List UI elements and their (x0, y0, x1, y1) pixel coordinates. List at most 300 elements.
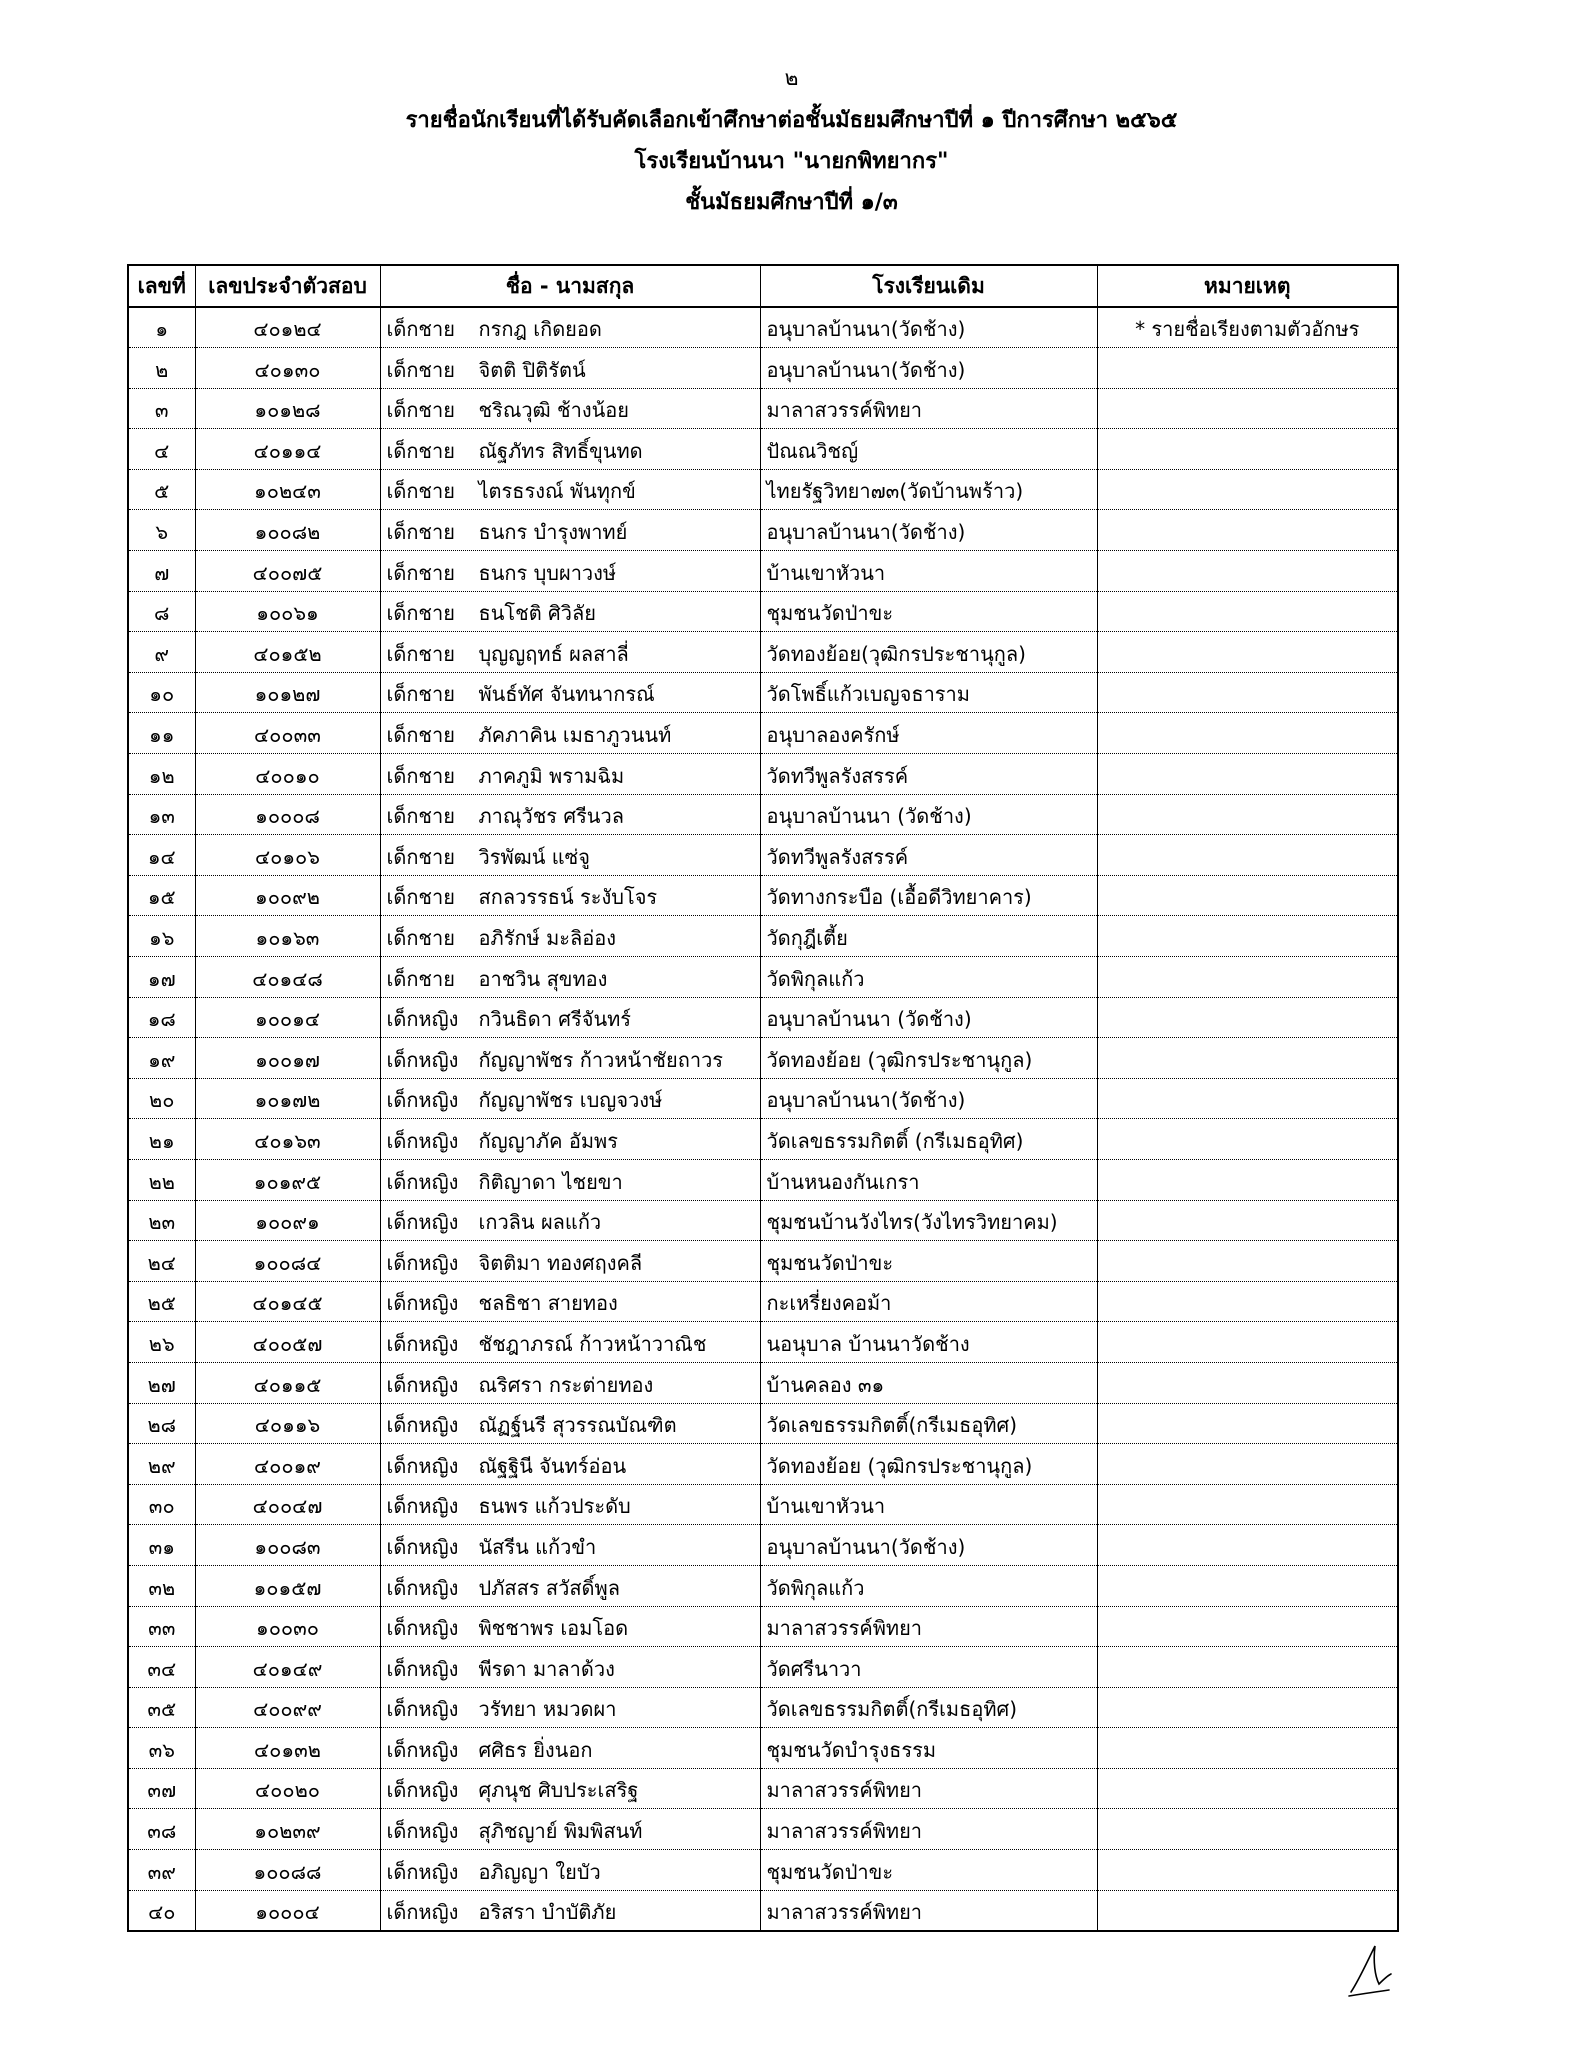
name-prefix: เด็กหญิง (386, 1697, 459, 1722)
student-name-cell (380, 1850, 760, 1891)
row-number: ๘ (128, 591, 195, 632)
student-name-cell (380, 997, 760, 1038)
table-row (128, 1525, 1398, 1566)
student-name: ณริศรา กระต่ายทอง (478, 1372, 654, 1397)
header-name: ชื่อ - นามสกุล (380, 265, 760, 307)
table-row (128, 1890, 1398, 1931)
table-row (128, 1159, 1398, 1200)
row-number: ๒๓ (128, 1200, 195, 1241)
exam-id: ๔๐๑๑๔ (195, 429, 380, 470)
table-row (128, 1565, 1398, 1606)
student-name: ชัชฎาภรณ์ ก้าวหน้าวาณิช (478, 1331, 707, 1356)
previous-school: กะเหรี่ยงคอม้า (760, 1281, 1097, 1322)
table-row (128, 754, 1398, 795)
row-number: ๑๒ (128, 754, 195, 795)
exam-id: ๔๐๐๑๐ (195, 754, 380, 795)
name-prefix: เด็กชาย (386, 357, 455, 382)
remark (1097, 957, 1398, 998)
row-number: ๕ (128, 469, 195, 510)
previous-school: อนุบาลองครักษ์ (760, 713, 1097, 754)
exam-id: ๔๐๐๕๗ (195, 1322, 380, 1363)
exam-id: ๑๐๐๐๘ (195, 794, 380, 835)
student-name-cell (380, 1281, 760, 1322)
student-name: กิติญาดา ไชยขา (478, 1169, 623, 1194)
previous-school: วัดศรีนาวา (760, 1647, 1097, 1688)
table-row (128, 794, 1398, 835)
name-prefix: เด็กหญิง (386, 1737, 459, 1762)
student-name: ศศิธร ยิ่งนอก (478, 1737, 593, 1762)
remark (1097, 1687, 1398, 1728)
name-prefix: เด็กชาย (386, 317, 455, 342)
table-row (128, 1444, 1398, 1485)
exam-id: ๑๐๒๓๙ (195, 1809, 380, 1850)
student-name: กัญญาพัชร ก้าวหน้าชัยถาวร (478, 1047, 724, 1072)
table-row (128, 1768, 1398, 1809)
exam-id: ๑๐๑๕๗ (195, 1565, 380, 1606)
name-prefix: เด็กชาย (386, 844, 455, 869)
student-name: วิรพัฒน์ แซ่จู (478, 844, 590, 869)
previous-school: มาลาสวรรค์พิทยา (760, 1809, 1097, 1850)
remark (1097, 632, 1398, 673)
remark (1097, 713, 1398, 754)
previous-school: วัดเลขธรรมกิตติ์ (กรีเมธอุทิศ) (760, 1119, 1097, 1160)
remark (1097, 591, 1398, 632)
student-name-cell (380, 1444, 760, 1485)
previous-school: อนุบาลบ้านนา(วัดช้าง) (760, 510, 1097, 551)
row-number: ๒๙ (128, 1444, 195, 1485)
exam-id: ๔๐๑๑๖ (195, 1403, 380, 1444)
remark (1097, 1484, 1398, 1525)
name-prefix: เด็กชาย (386, 560, 455, 585)
student-name-cell (380, 1809, 760, 1850)
student-name-cell (380, 794, 760, 835)
table-row (128, 1322, 1398, 1363)
student-name-cell (380, 1403, 760, 1444)
remark (1097, 794, 1398, 835)
remark (1097, 997, 1398, 1038)
previous-school: ไทยรัฐวิทยา๗๓(วัดบ้านพร้าว) (760, 469, 1097, 510)
previous-school: มาลาสวรรค์พิทยา (760, 1890, 1097, 1931)
remark (1097, 1241, 1398, 1282)
header-school: โรงเรียนเดิม (760, 265, 1097, 307)
student-name: กวินธิดา ศรีจันทร์ (478, 1007, 632, 1032)
student-name: ภาคภูมิ พรามฉิม (478, 763, 625, 788)
exam-id: ๔๐๑๔๕ (195, 1281, 380, 1322)
table-row (128, 957, 1398, 998)
row-number: ๑๖ (128, 916, 195, 957)
student-name-cell (380, 591, 760, 632)
remark (1097, 1159, 1398, 1200)
name-prefix: เด็กหญิง (386, 1616, 459, 1641)
previous-school: วัดทวีพูลรังสรรค์ (760, 754, 1097, 795)
table-row (128, 1119, 1398, 1160)
student-name: ธนโชติ ศิวิลัย (478, 601, 596, 626)
name-prefix: เด็กหญิง (386, 1291, 459, 1316)
student-name-cell (380, 551, 760, 592)
remark (1097, 1606, 1398, 1647)
previous-school: มาลาสวรรค์พิทยา (760, 1606, 1097, 1647)
table-row (128, 1687, 1398, 1728)
student-name-cell (380, 875, 760, 916)
student-name-cell (380, 510, 760, 551)
previous-school: วัดทองย้อย (วุฒิกรประชานุกูล) (760, 1444, 1097, 1485)
student-name: อาชวิน สุขทอง (478, 966, 608, 991)
name-prefix: เด็กหญิง (386, 1453, 459, 1478)
row-number: ๓๕ (128, 1687, 195, 1728)
remark (1097, 1525, 1398, 1566)
remark (1097, 469, 1398, 510)
row-number: ๓๓ (128, 1606, 195, 1647)
row-number: ๒ (128, 348, 195, 389)
previous-school: อนุบาลบ้านนา(วัดช้าง) (760, 307, 1097, 348)
exam-id: ๔๐๑๖๓ (195, 1119, 380, 1160)
remark (1097, 1322, 1398, 1363)
previous-school: วัดพิกุลแก้ว (760, 1565, 1097, 1606)
exam-id: ๑๐๐๘๔ (195, 1241, 380, 1282)
row-number: ๓๙ (128, 1850, 195, 1891)
table-row (128, 1484, 1398, 1525)
exam-id: ๑๐๑๒๘ (195, 388, 380, 429)
exam-id: ๔๐๑๑๕ (195, 1362, 380, 1403)
remark (1097, 835, 1398, 876)
student-name: ธนกร บำรุงพาทย์ (478, 520, 628, 545)
table-row (128, 1728, 1398, 1769)
table-row (128, 916, 1398, 957)
previous-school: อนุบาลบ้านนา (วัดช้าง) (760, 794, 1097, 835)
row-number: ๒๖ (128, 1322, 195, 1363)
exam-id: ๔๐๑๐๖ (195, 835, 380, 876)
exam-id: ๑๐๐๐๔ (195, 1890, 380, 1931)
table-header-row (128, 265, 1398, 307)
exam-id: ๑๐๑๙๕ (195, 1159, 380, 1200)
remark (1097, 1850, 1398, 1891)
previous-school: วัดเลขธรรมกิตติ์(กรีเมธอุทิศ) (760, 1403, 1097, 1444)
header-exam-id: เลขประจำตัวสอบ (195, 265, 380, 307)
table-row (128, 469, 1398, 510)
row-number: ๑๓ (128, 794, 195, 835)
student-name: ไตรธรงณ์ พันทุกข์ (478, 479, 636, 504)
remark (1097, 1444, 1398, 1485)
row-number: ๔ (128, 429, 195, 470)
remark (1097, 1809, 1398, 1850)
remark (1097, 875, 1398, 916)
student-name: ณัฐภัทร สิทธิ์ขุนทด (478, 438, 643, 463)
row-number: ๒๔ (128, 1241, 195, 1282)
name-prefix: เด็กหญิง (386, 1819, 459, 1844)
table-row (128, 1403, 1398, 1444)
row-number: ๒๗ (128, 1362, 195, 1403)
student-name-cell (380, 672, 760, 713)
student-name-cell (380, 1038, 760, 1079)
name-prefix: เด็กหญิง (386, 1047, 459, 1072)
table-row (128, 632, 1398, 673)
previous-school: นอนุบาล บ้านนาวัดช้าง (760, 1322, 1097, 1363)
previous-school: วัดโพธิ์แก้วเบญจธาราม (760, 672, 1097, 713)
remark (1097, 1200, 1398, 1241)
name-prefix: เด็กหญิง (386, 1331, 459, 1356)
row-number: ๑๗ (128, 957, 195, 998)
exam-id: ๔๐๐๑๙ (195, 1444, 380, 1485)
table-row (128, 672, 1398, 713)
student-name: จิตติมา ทองศฤงคลี (478, 1250, 643, 1275)
remark (1097, 1728, 1398, 1769)
student-name-cell (380, 1687, 760, 1728)
student-name: พิชชาพร เอมโอด (478, 1616, 629, 1641)
student-name-cell (380, 1078, 760, 1119)
name-prefix: เด็กชาย (386, 926, 455, 950)
student-name: ศุภนุช ศิบประเสริฐ (478, 1778, 639, 1803)
name-prefix: เด็กชาย (386, 438, 455, 463)
name-prefix: เด็กหญิง (386, 1128, 459, 1153)
row-number: ๔๐ (128, 1890, 195, 1931)
row-number: ๓๗ (128, 1768, 195, 1809)
table-row (128, 388, 1398, 429)
table-row (128, 1281, 1398, 1322)
exam-id: ๔๐๑๓๒ (195, 1728, 380, 1769)
exam-id: ๑๐๐๙๑ (195, 1200, 380, 1241)
table-row (128, 591, 1398, 632)
exam-id: ๑๐๐๑๔ (195, 997, 380, 1038)
student-name-cell (380, 1200, 760, 1241)
student-name-cell (380, 916, 760, 957)
student-name-cell (380, 754, 760, 795)
student-name: พีรดา มาลาด้วง (478, 1656, 615, 1681)
document-title (0, 100, 1583, 223)
exam-id: ๑๐๑๗๒ (195, 1078, 380, 1119)
name-prefix: เด็กหญิง (386, 1088, 459, 1113)
name-prefix: เด็กหญิง (386, 1859, 459, 1884)
header-remark: หมายเหตุ (1097, 265, 1398, 307)
table-row (128, 1241, 1398, 1282)
student-name-cell (380, 1890, 760, 1931)
previous-school: ชุมชนวัดบำรุงธรรม (760, 1728, 1097, 1769)
remark (1097, 551, 1398, 592)
row-number: ๑๘ (128, 997, 195, 1038)
student-name-cell (380, 1606, 760, 1647)
row-number: ๒๑ (128, 1119, 195, 1160)
exam-id: ๔๐๑๔๘ (195, 957, 380, 998)
row-number: ๑๐ (128, 672, 195, 713)
exam-id: ๔๐๑๔๙ (195, 1647, 380, 1688)
remark (1097, 1119, 1398, 1160)
remark (1097, 1768, 1398, 1809)
row-number: ๖ (128, 510, 195, 551)
table-row (128, 1362, 1398, 1403)
previous-school: วัดพิกุลแก้ว (760, 957, 1097, 998)
exam-id: ๑๐๐๘๓ (195, 1525, 380, 1566)
header-no: เลขที่ (128, 265, 195, 307)
page-number: ๒ (784, 66, 799, 90)
table-row (128, 1200, 1398, 1241)
previous-school: วัดกุฎีเตี้ย (760, 916, 1097, 957)
name-prefix: เด็กหญิง (386, 1413, 459, 1438)
previous-school: วัดทองย้อย(วุฒิกรประชานุกูล) (760, 632, 1097, 673)
student-name: กรกฎ เกิดยอด (478, 317, 602, 342)
row-number: ๓๔ (128, 1647, 195, 1688)
student-name-cell (380, 835, 760, 876)
previous-school: อนุบาลบ้านนา(วัดช้าง) (760, 1525, 1097, 1566)
previous-school: ปัณณวิชญ์ (760, 429, 1097, 470)
row-number: ๑๕ (128, 875, 195, 916)
previous-school: อนุบาลบ้านนา(วัดช้าง) (760, 1078, 1097, 1119)
exam-id: ๑๐๑๒๗ (195, 672, 380, 713)
name-prefix: เด็กหญิง (386, 1534, 459, 1559)
previous-school: ชุมชนวัดป่าขะ (760, 591, 1097, 632)
row-number: ๓๘ (128, 1809, 195, 1850)
table-row (128, 875, 1398, 916)
previous-school: มาลาสวรรค์พิทยา (760, 388, 1097, 429)
remark (1097, 348, 1398, 389)
exam-id: ๑๐๐๙๒ (195, 875, 380, 916)
table-row (128, 835, 1398, 876)
previous-school: วัดทองย้อย (วุฒิกรประชานุกูล) (760, 1038, 1097, 1079)
row-number: ๒๘ (128, 1403, 195, 1444)
student-name-cell (380, 469, 760, 510)
previous-school: มาลาสวรรค์พิทยา (760, 1768, 1097, 1809)
row-number: ๗ (128, 551, 195, 592)
remark (1097, 1078, 1398, 1119)
table-row (128, 1809, 1398, 1850)
student-name: ชลธิชา สายทอง (478, 1291, 618, 1316)
exam-id: ๑๐๐๘๘ (195, 1850, 380, 1891)
student-name: กัญญาภัค อัมพร (478, 1128, 618, 1153)
row-number: ๓๖ (128, 1728, 195, 1769)
table-row (128, 510, 1398, 551)
table-row (128, 307, 1398, 348)
exam-id: ๔๐๐๙๙ (195, 1687, 380, 1728)
row-number: ๒๐ (128, 1078, 195, 1119)
remark (1097, 1565, 1398, 1606)
previous-school: บ้านคลอง ๓๑ (760, 1362, 1097, 1403)
table-row (128, 1606, 1398, 1647)
remark (1097, 429, 1398, 470)
remark (1097, 916, 1398, 957)
row-number: ๒๒ (128, 1159, 195, 1200)
name-prefix: เด็กหญิง (386, 1899, 459, 1924)
name-prefix: เด็กหญิง (386, 1575, 459, 1600)
remark (1097, 510, 1398, 551)
previous-school: วัดทวีพูลรังสรรค์ (760, 835, 1097, 876)
exam-id: ๔๐๑๒๔ (195, 307, 380, 348)
student-name: สุภิชญาย์ พิมพิสนท์ (478, 1819, 643, 1844)
remark (1097, 1362, 1398, 1403)
student-name-cell (380, 1728, 760, 1769)
row-number: ๙ (128, 632, 195, 673)
student-name: กัญญาพัชร เบญจวงษ์ (478, 1088, 663, 1113)
student-name-cell (380, 1565, 760, 1606)
table-row (128, 429, 1398, 470)
student-name-cell (380, 1241, 760, 1282)
remark (1097, 1281, 1398, 1322)
previous-school: ชุมชนวัดป่าขะ (760, 1850, 1097, 1891)
remark (1097, 1038, 1398, 1079)
student-name-cell (380, 957, 760, 998)
name-prefix: เด็กชาย (386, 682, 455, 707)
row-number: ๓ (128, 388, 195, 429)
student-name-cell (380, 1322, 760, 1363)
signature-mark (1345, 1940, 1395, 2000)
row-number: ๓๑ (128, 1525, 195, 1566)
remark (1097, 672, 1398, 713)
row-number: ๑๔ (128, 835, 195, 876)
table-row (128, 713, 1398, 754)
table-row (128, 1078, 1398, 1119)
row-number: ๑๑ (128, 713, 195, 754)
student-name: ภาณุวัชร ศรีนวล (478, 804, 624, 829)
exam-id: ๑๐๐๖๑ (195, 591, 380, 632)
previous-school: อนุบาลบ้านนา(วัดช้าง) (760, 348, 1097, 389)
student-name-cell (380, 632, 760, 673)
student-name: เกวลิน ผลแก้ว (478, 1210, 602, 1235)
student-name-cell (380, 1525, 760, 1566)
table-row (128, 1850, 1398, 1891)
student-name-cell (380, 1362, 760, 1403)
table-body (128, 307, 1398, 1931)
name-prefix: เด็กหญิง (386, 1372, 459, 1397)
student-name: จิตติ ปิติรัตน์ (478, 357, 586, 382)
student-name-cell (380, 348, 760, 389)
table-row (128, 348, 1398, 389)
table-row (128, 1647, 1398, 1688)
exam-id: ๔๐๑๓๐ (195, 348, 380, 389)
title-line-1: รายชื่อนักเรียนที่ได้รับคัดเลือกเข้าศึกษาต่อชั้นมัธยมศึกษาปีที่ ๑ ปีการศึกษา ๒๕๖๕ (405, 108, 1178, 133)
previous-school: บ้านหนองกันเกรา (760, 1159, 1097, 1200)
name-prefix: เด็กชาย (386, 398, 455, 423)
previous-school: บ้านเขาหัวนา (760, 551, 1097, 592)
name-prefix: เด็กชาย (386, 520, 455, 545)
exam-id: ๑๐๒๔๓ (195, 469, 380, 510)
remark (1097, 1647, 1398, 1688)
student-name: บุญญฤทธ์ ผลสาลี่ (478, 641, 629, 666)
name-prefix: เด็กหญิง (386, 1007, 459, 1032)
exam-id: ๑๐๐๓๐ (195, 1606, 380, 1647)
student-name-cell (380, 1647, 760, 1688)
previous-school: บ้านเขาหัวนา (760, 1484, 1097, 1525)
row-number: ๓๐ (128, 1484, 195, 1525)
student-name-cell (380, 1484, 760, 1525)
student-roster-table (127, 264, 1399, 1932)
row-number: ๓๒ (128, 1565, 195, 1606)
student-name: อภิญญา ใยบัว (478, 1859, 601, 1884)
student-name-cell (380, 307, 760, 348)
name-prefix: เด็กชาย (386, 763, 455, 788)
table-row (128, 997, 1398, 1038)
row-number: ๒๕ (128, 1281, 195, 1322)
student-name-cell (380, 1119, 760, 1160)
name-prefix: เด็กชาย (386, 601, 455, 626)
title-line-2: โรงเรียนบ้านนา "นายกพิทยากร" (634, 149, 949, 174)
remark (1097, 1403, 1398, 1444)
student-name: อริสรา บำบัติภัย (478, 1899, 617, 1924)
name-prefix: เด็กชาย (386, 723, 455, 748)
title-line-3: ชั้นมัธยมศึกษาปีที่ ๑/๓ (685, 190, 898, 215)
row-number: ๑๙ (128, 1038, 195, 1079)
remark: * รายชื่อเรียงตามตัวอักษร (1097, 307, 1398, 348)
name-prefix: เด็กหญิง (386, 1494, 459, 1519)
name-prefix: เด็กชาย (386, 966, 455, 991)
student-name-cell (380, 1768, 760, 1809)
exam-id: ๑๐๐๘๒ (195, 510, 380, 551)
student-name: ธนพร แก้วประดับ (478, 1494, 631, 1519)
student-name: นัสรีน แก้วขำ (478, 1534, 597, 1559)
exam-id: ๔๐๐๔๗ (195, 1484, 380, 1525)
exam-id: ๔๐๐๗๕ (195, 551, 380, 592)
student-name: ภัคภาคิน เมธาภูวนนท์ (478, 723, 672, 748)
student-name: อภิรักษ์ มะลิอ่อง (478, 926, 617, 950)
name-prefix: เด็กหญิง (386, 1210, 459, 1235)
table-row (128, 1038, 1398, 1079)
student-name-cell (380, 388, 760, 429)
